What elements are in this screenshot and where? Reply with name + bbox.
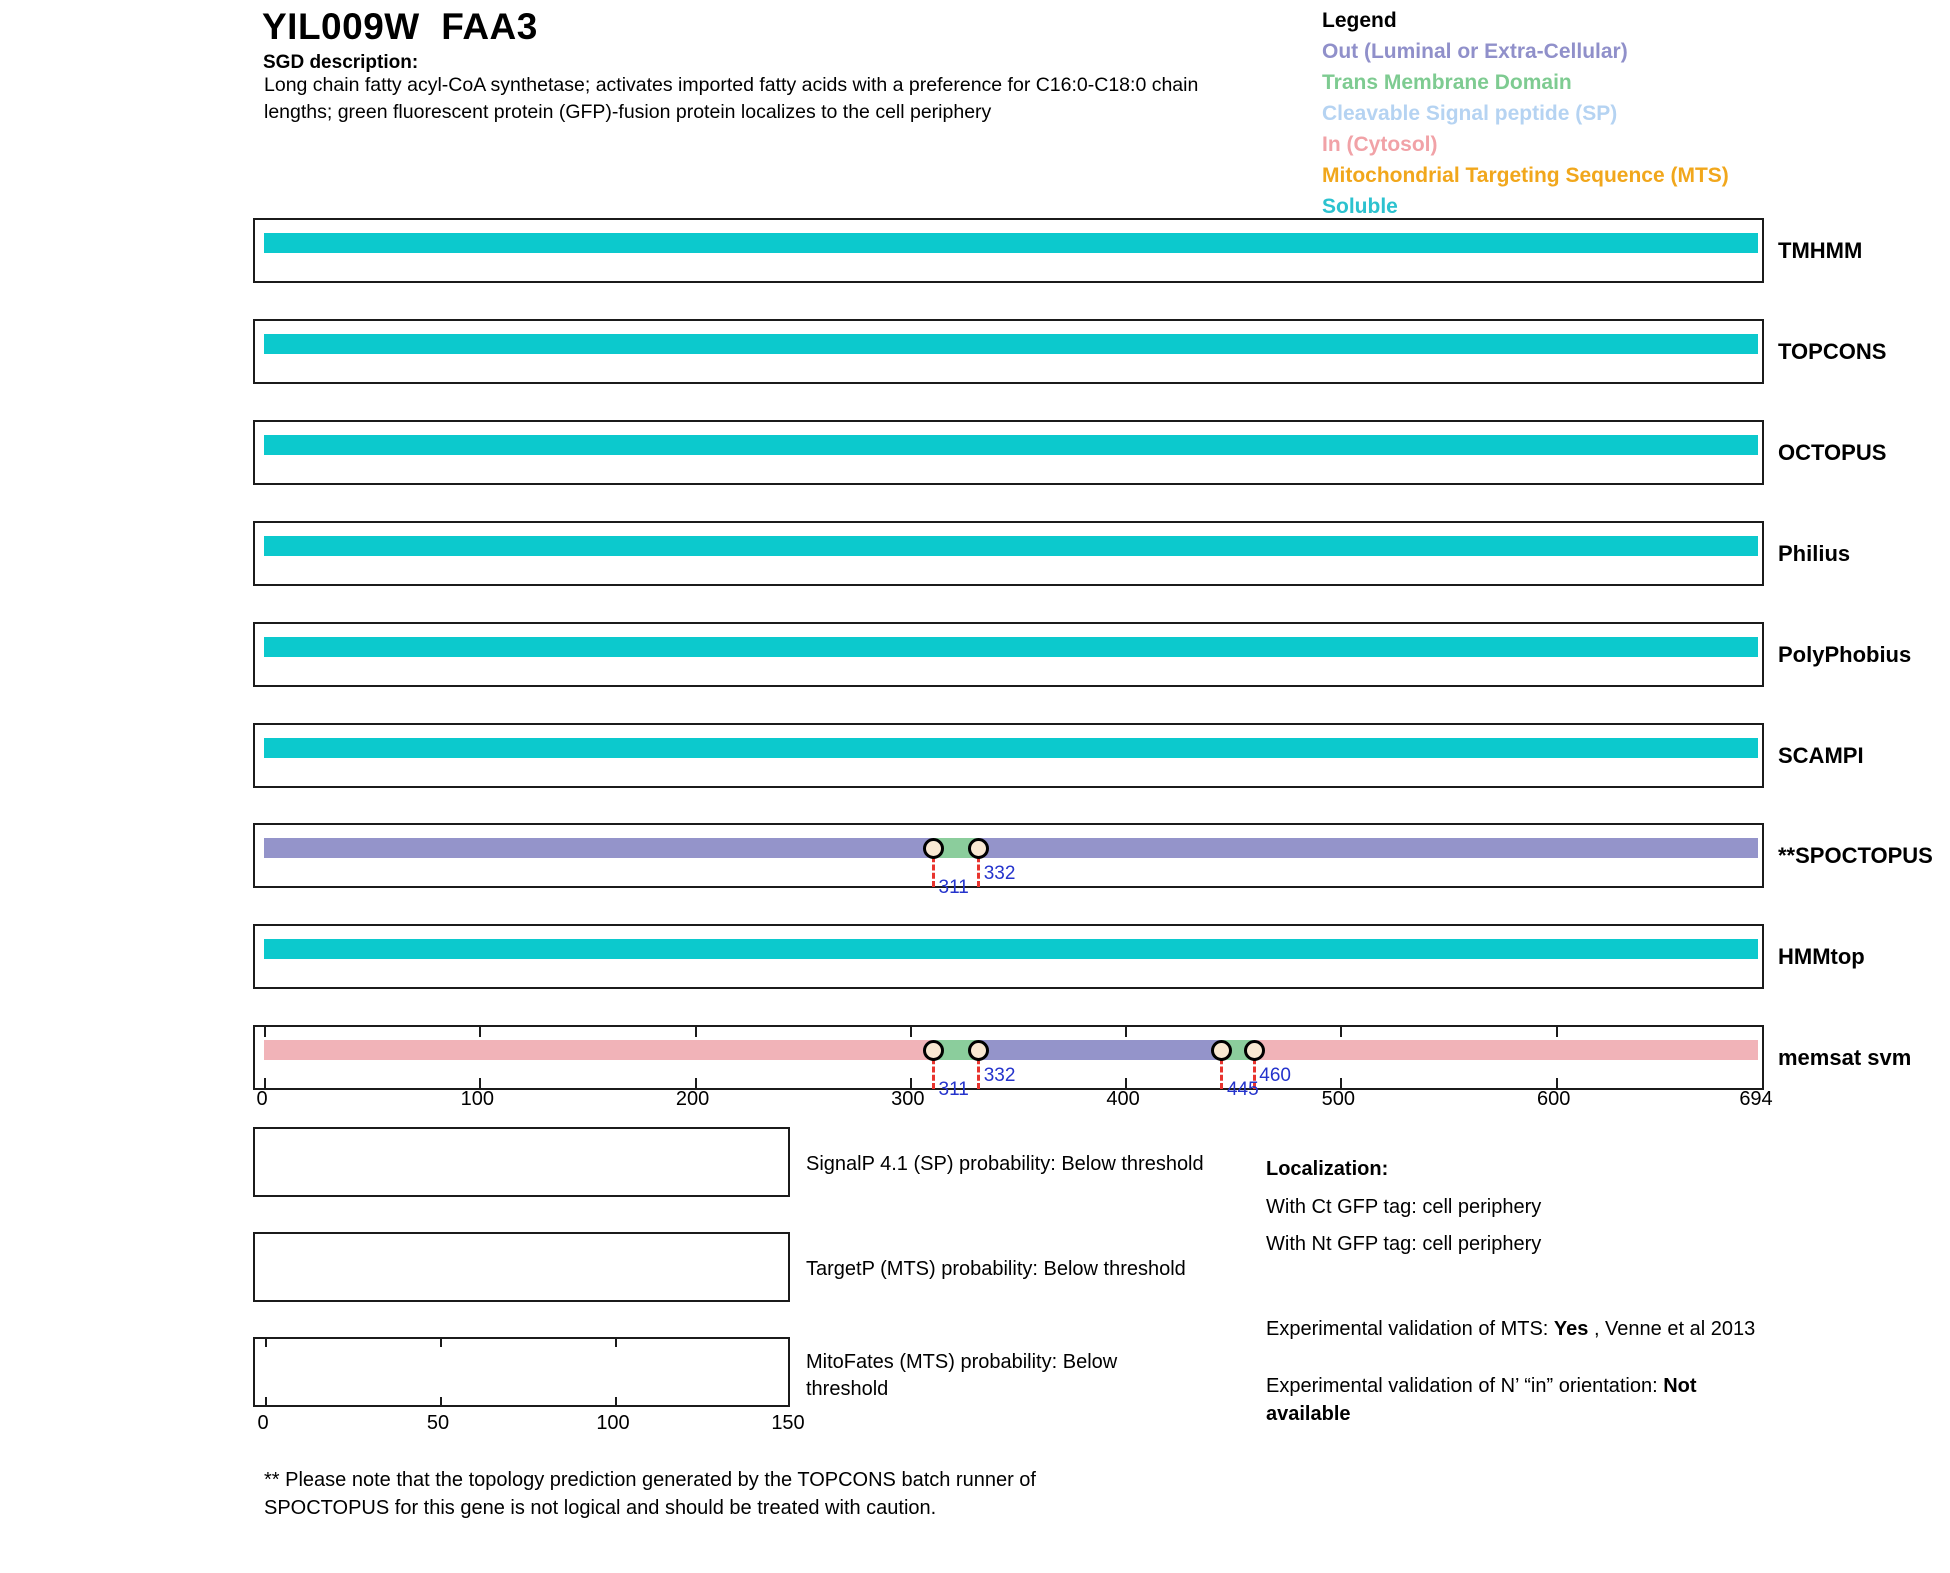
mitofates-tick-label: 50 xyxy=(426,1412,450,1434)
track-segment-soluble xyxy=(264,334,1758,354)
boundary-marker xyxy=(923,838,944,859)
track-box-octopus xyxy=(253,420,1764,485)
mitofates-tick-mark xyxy=(265,1339,267,1347)
sgd-description-line1: Long chain fatty acyl-CoA synthetase; activates imported fatty acids with a preference for C16:0-C18:0 chain xyxy=(264,74,1199,96)
mitofates-tick-label: 150 xyxy=(771,1412,805,1434)
axis-tick-mark xyxy=(1556,1078,1558,1088)
track-label-philius: Philius xyxy=(1778,541,1851,566)
axis-tick-label: 0 xyxy=(256,1088,268,1110)
axis-tick-mark xyxy=(479,1027,481,1037)
track-segment-out xyxy=(979,838,1758,858)
axis-tick-mark xyxy=(695,1027,697,1037)
axis-tick-mark xyxy=(1556,1027,1558,1037)
track-label-tmhmm: TMHMM xyxy=(1778,238,1863,263)
nin-validation-prefix: Experimental validation of N’ “in” orientation: xyxy=(1266,1375,1664,1397)
mitofates-tick-mark xyxy=(440,1339,442,1347)
legend-item-soluble: Soluble xyxy=(1322,195,1398,218)
targetp-label: TargetP (MTS) probability: Below threshold xyxy=(806,1258,1186,1280)
track-segment-soluble xyxy=(264,939,1758,959)
track-segment-soluble xyxy=(264,233,1758,253)
mitofates-tick-mark xyxy=(615,1339,617,1347)
mitofates-label: MitoFates (MTS) probability: Below threshold xyxy=(806,1351,1118,1400)
legend-item-mts: Mitochondrial Targeting Sequence (MTS) xyxy=(1322,164,1729,187)
localization-heading: Localization: xyxy=(1266,1158,1389,1180)
mitofates-tick-mark xyxy=(615,1397,617,1405)
mts-validation-suffix: , Venne et al 2013 xyxy=(1588,1318,1756,1340)
track-box-philius xyxy=(253,521,1764,586)
sgd-description-line2: lengths; green fluorescent protein (GFP)-fusion protein localizes to the cell periphery xyxy=(264,101,992,123)
track-segment-in xyxy=(264,1040,934,1060)
mitofates-plot-box xyxy=(253,1337,790,1407)
axis-tick-mark xyxy=(910,1027,912,1037)
mitofates-tick-label: 100 xyxy=(596,1412,630,1434)
axis-tick-label: 694 xyxy=(1739,1088,1773,1110)
mts-validation-line xyxy=(1266,1315,1755,1343)
footnote-line1: ** Please note that the topology prediction generated by the TOPCONS batch runner of xyxy=(264,1469,1036,1491)
track-box-tmhmm xyxy=(253,218,1764,283)
track-box-scampi xyxy=(253,723,1764,788)
boundary-label: 332 xyxy=(983,1065,1016,1086)
legend-item-out: Out (Luminal or Extra-Cellular) xyxy=(1322,40,1628,63)
mts-validation-prefix: Experimental validation of MTS: xyxy=(1266,1318,1554,1340)
targetp-plot-box xyxy=(253,1232,790,1302)
boundary-marker xyxy=(1244,1040,1265,1061)
signalp-plot-box xyxy=(253,1127,790,1197)
track-label-spoctopus: **SPOCTOPUS xyxy=(1778,843,1933,868)
sgd-description-label: SGD description: xyxy=(263,52,419,73)
axis-tick-mark xyxy=(1125,1027,1127,1037)
mts-validation-value: Yes xyxy=(1553,1318,1589,1340)
boundary-label: 460 xyxy=(1259,1065,1291,1086)
axis-tick-mark xyxy=(479,1078,481,1088)
track-box-hmmtop xyxy=(253,924,1764,989)
page-title: YIL009W FAA3 xyxy=(262,6,538,47)
legend-item-in: In (Cytosol) xyxy=(1322,133,1438,156)
track-segment-soluble xyxy=(264,738,1758,758)
track-label-scampi: SCAMPI xyxy=(1778,743,1864,768)
axis-tick-mark xyxy=(1340,1027,1342,1037)
axis-tick-mark xyxy=(264,1078,266,1088)
legend xyxy=(1322,5,1729,222)
boundary-label: 311 xyxy=(938,1079,969,1100)
track-segment-soluble xyxy=(264,536,1758,556)
axis-tick-label: 600 xyxy=(1536,1088,1571,1110)
axis-tick-label: 100 xyxy=(460,1088,494,1110)
track-segment-out xyxy=(979,1040,1222,1060)
axis-tick-label: 200 xyxy=(675,1088,710,1110)
track-label-topcons: TOPCONS xyxy=(1778,339,1887,364)
sgd-description-text xyxy=(264,72,1198,126)
boundary-label: 445 xyxy=(1226,1079,1259,1100)
track-label-memsat-svm: memsat svm xyxy=(1778,1045,1912,1070)
mitofates-tick-label: 0 xyxy=(257,1412,269,1434)
mitofates-tick-mark xyxy=(265,1397,267,1405)
footnote xyxy=(264,1466,1036,1522)
footnote-line2: SPOCTOPUS for this gene is not logical and should be treated with caution. xyxy=(264,1497,937,1519)
nin-validation-line xyxy=(1266,1372,1776,1428)
legend-item-sp: Cleavable Signal peptide (SP) xyxy=(1322,102,1618,125)
track-label-polyphobius: PolyPhobius xyxy=(1778,642,1912,667)
boundary-marker xyxy=(923,1040,944,1061)
axis-tick-label: 300 xyxy=(891,1088,925,1110)
axis-tick-label: 400 xyxy=(1106,1088,1140,1110)
signalp-label: SignalP 4.1 (SP) probability: Below threshold xyxy=(806,1153,1204,1175)
legend-title: Legend xyxy=(1322,9,1397,32)
axis-tick-label: 500 xyxy=(1321,1088,1356,1110)
axis-tick-mark xyxy=(695,1078,697,1088)
boundary-label: 311 xyxy=(938,877,969,898)
boundary-label: 332 xyxy=(983,863,1016,884)
nin-validation-value: Not available xyxy=(1266,1375,1697,1425)
track-segment-out xyxy=(264,838,934,858)
axis-tick-mark xyxy=(910,1078,912,1088)
track-box-topcons xyxy=(253,319,1764,384)
axis-tick-mark xyxy=(1340,1078,1342,1088)
track-box-polyphobius xyxy=(253,622,1764,687)
track-segment-in xyxy=(1254,1040,1758,1060)
axis-tick-mark xyxy=(1125,1078,1127,1088)
localization-ct: With Ct GFP tag: cell periphery xyxy=(1266,1196,1542,1218)
mitofates-tick-mark xyxy=(440,1397,442,1405)
track-label-octopus: OCTOPUS xyxy=(1778,440,1887,465)
axis-tick-mark xyxy=(264,1027,266,1037)
track-segment-soluble xyxy=(264,637,1758,657)
track-segment-soluble xyxy=(264,435,1758,455)
track-box-spoctopus xyxy=(253,823,1764,898)
localization-nt: With Nt GFP tag: cell periphery xyxy=(1266,1233,1542,1255)
track-label-hmmtop: HMMtop xyxy=(1778,944,1865,969)
legend-item-tm: Trans Membrane Domain xyxy=(1322,71,1572,94)
